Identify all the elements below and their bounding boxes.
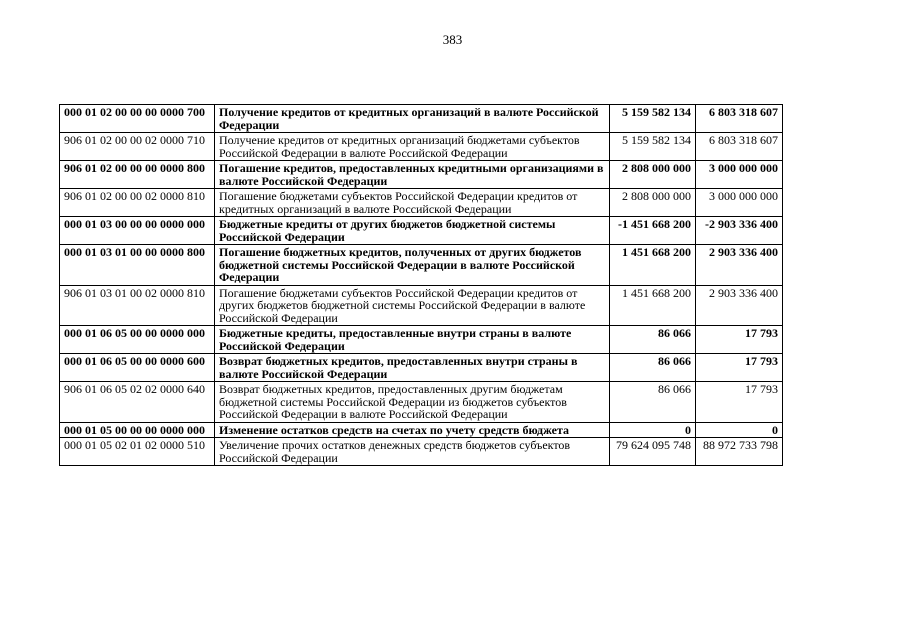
amount-cell-year2: 6 803 318 607: [696, 105, 783, 133]
code-cell: 906 01 03 01 00 02 0000 810: [60, 285, 215, 326]
amount-cell-year1: 79 624 095 748: [610, 438, 696, 466]
amount-cell-year2: 2 903 336 400: [696, 285, 783, 326]
table-row: [60, 189, 783, 217]
code-cell: 000 01 05 02 01 02 0000 510: [60, 438, 215, 466]
amount-cell-year2: 2 903 336 400: [696, 245, 783, 286]
amount-cell-year2: 3 000 000 000: [696, 161, 783, 189]
amount-cell-year2: 0: [696, 422, 783, 438]
amount-cell-year1: 86 066: [610, 354, 696, 382]
table-row: [60, 422, 783, 438]
code-cell: 000 01 02 00 00 00 0000 700: [60, 105, 215, 133]
amount-cell-year1: 2 808 000 000: [610, 189, 696, 217]
table-row: [60, 326, 783, 354]
code-cell: 906 01 02 00 00 02 0000 810: [60, 189, 215, 217]
code-cell: 000 01 06 05 00 00 0000 600: [60, 354, 215, 382]
amount-cell-year1: -1 451 668 200: [610, 217, 696, 245]
amount-cell-year2: 3 000 000 000: [696, 189, 783, 217]
table-row: [60, 133, 783, 161]
description-cell: Увеличение прочих остатков денежных средств бюджетов субъектов Российской Федерации: [215, 438, 610, 466]
budget-table-body: [60, 105, 783, 466]
table-row: [60, 285, 783, 326]
description-cell: Погашение бюджетами субъектов Российской Федерации кредитов от других бюджетов бюджетной системы Российской Федерации в валюте Российской Федерации: [215, 285, 610, 326]
table-row: [60, 105, 783, 133]
amount-cell-year1: 1 451 668 200: [610, 285, 696, 326]
description-cell: Погашение кредитов, предоставленных кредитными организациями в валюте Российской Федерации: [215, 161, 610, 189]
amount-cell-year2: 17 793: [696, 382, 783, 423]
amount-cell-year2: 17 793: [696, 354, 783, 382]
budget-table: [59, 104, 783, 466]
description-cell: Получение кредитов от кредитных организаций бюджетами субъектов Российской Федерации в валюте Российской Федерации: [215, 133, 610, 161]
page-number: 383: [442, 32, 463, 47]
code-cell: 000 01 06 05 00 00 0000 000: [60, 326, 215, 354]
description-cell: Получение кредитов от кредитных организаций в валюте Российской Федерации: [215, 105, 610, 133]
table-row: [60, 161, 783, 189]
table-row: [60, 382, 783, 423]
code-cell: 000 01 03 00 00 00 0000 000: [60, 217, 215, 245]
table-row: [60, 438, 783, 466]
description-cell: Бюджетные кредиты, предоставленные внутри страны в валюте Российской Федерации: [215, 326, 610, 354]
table-row: [60, 217, 783, 245]
amount-cell-year2: 6 803 318 607: [696, 133, 783, 161]
amount-cell-year1: 5 159 582 134: [610, 105, 696, 133]
amount-cell-year1: 0: [610, 422, 696, 438]
description-cell: Возврат бюджетных кредитов, предоставленных внутри страны в валюте Российской Федерации: [215, 354, 610, 382]
amount-cell-year2: 88 972 733 798: [696, 438, 783, 466]
amount-cell-year1: 5 159 582 134: [610, 133, 696, 161]
table-row: [60, 245, 783, 286]
amount-cell-year2: 17 793: [696, 326, 783, 354]
code-cell: 000 01 05 00 00 00 0000 000: [60, 422, 215, 438]
code-cell: 906 01 02 00 00 02 0000 710: [60, 133, 215, 161]
description-cell: Изменение остатков средств на счетах по учету средств бюджета: [215, 422, 610, 438]
description-cell: Возврат бюджетных кредитов, предоставленных другим бюджетам бюджетной системы Российской Федерации из бюджетов субъектов Российской Федерации в валюте Российской Федерации: [215, 382, 610, 423]
amount-cell-year1: 86 066: [610, 382, 696, 423]
description-cell: Погашение бюджетами субъектов Российской Федерации кредитов от кредитных организаций в валюте Российской Федерации: [215, 189, 610, 217]
amount-cell-year1: 2 808 000 000: [610, 161, 696, 189]
amount-cell-year1: 1 451 668 200: [610, 245, 696, 286]
code-cell: 906 01 02 00 00 00 0000 800: [60, 161, 215, 189]
code-cell: 000 01 03 01 00 00 0000 800: [60, 245, 215, 286]
description-cell: Бюджетные кредиты от других бюджетов бюджетной системы Российской Федерации: [215, 217, 610, 245]
description-cell: Погашение бюджетных кредитов, полученных от других бюджетов бюджетной системы Российской Федерации в валюте Российской Федерации: [215, 245, 610, 286]
amount-cell-year2: -2 903 336 400: [696, 217, 783, 245]
code-cell: 906 01 06 05 02 02 0000 640: [60, 382, 215, 423]
table-row: [60, 354, 783, 382]
amount-cell-year1: 86 066: [610, 326, 696, 354]
